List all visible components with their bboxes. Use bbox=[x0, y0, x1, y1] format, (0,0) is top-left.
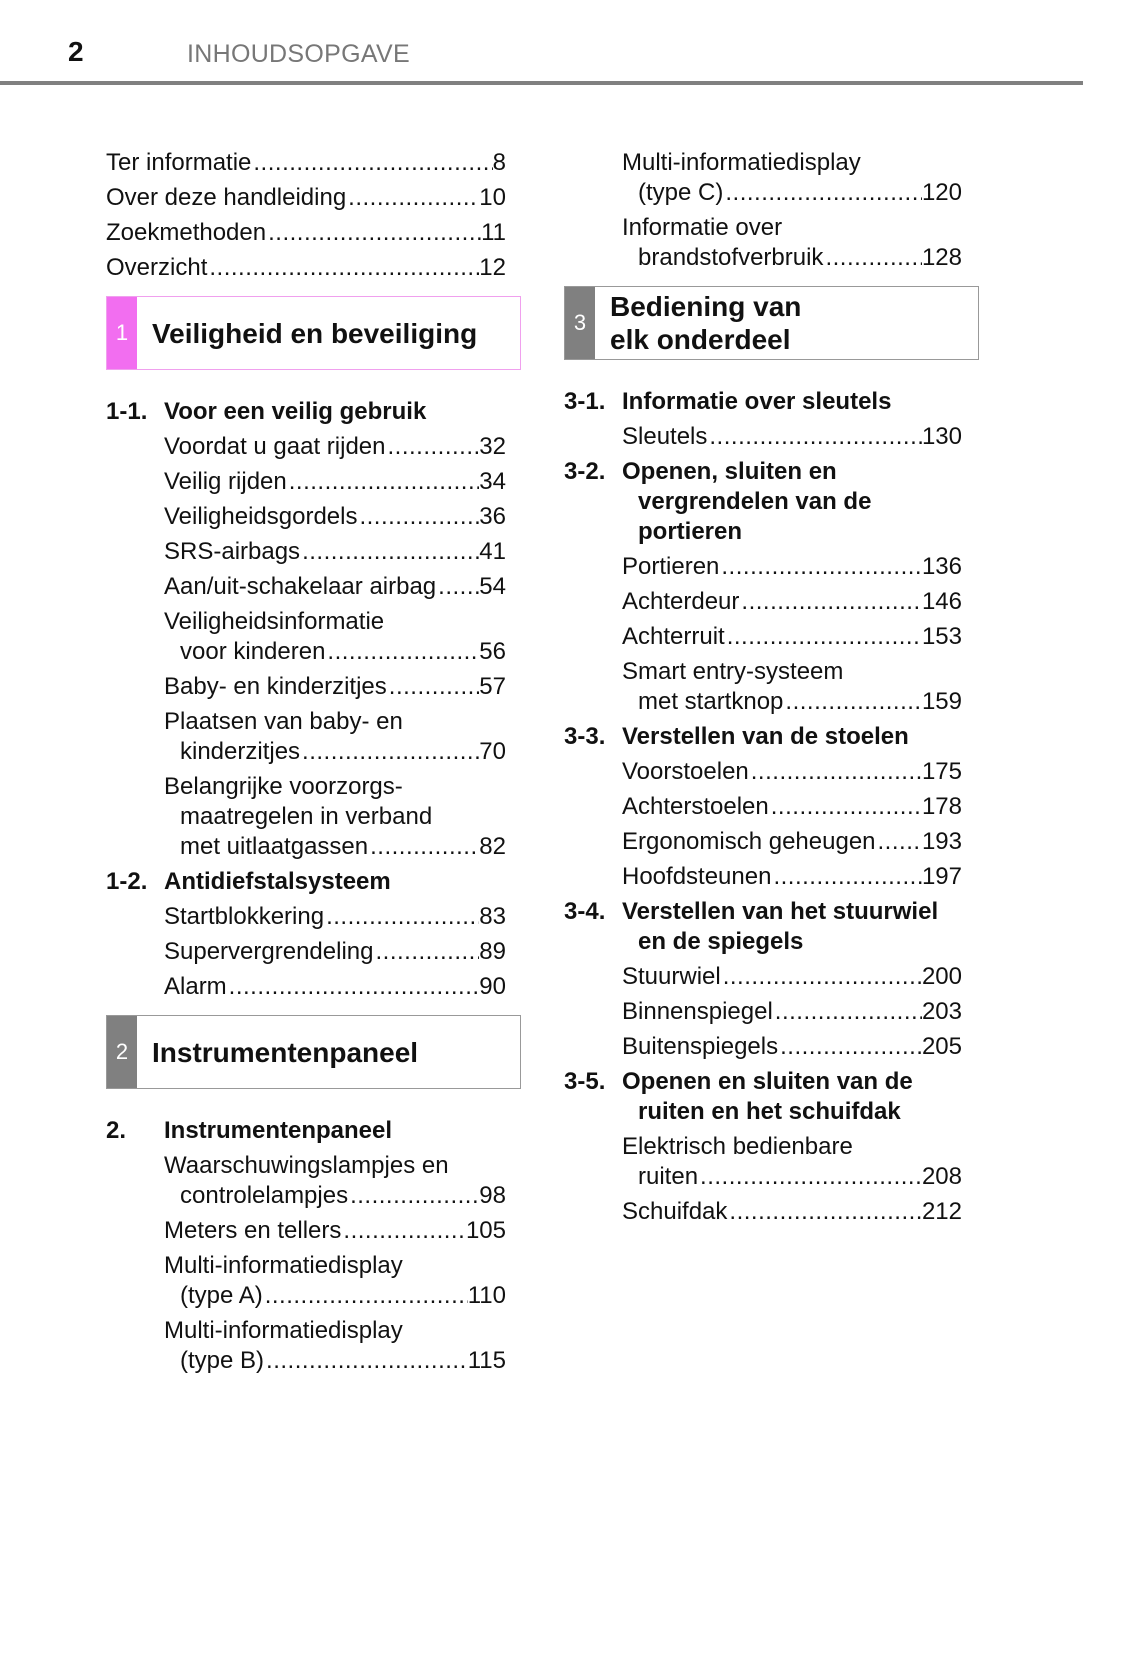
dot-leader bbox=[386, 432, 480, 462]
toc-entry[interactable] bbox=[564, 657, 962, 717]
section-heading-line bbox=[564, 517, 962, 547]
toc-entry[interactable] bbox=[106, 972, 506, 1002]
toc-page-number[interactable]: 89 bbox=[479, 938, 506, 965]
toc-entry[interactable] bbox=[106, 183, 506, 213]
toc-entry-line bbox=[106, 1251, 506, 1281]
toc-page-number[interactable]: 110 bbox=[467, 1282, 506, 1309]
toc-entry-label: Achterruit bbox=[622, 623, 725, 650]
toc-page-number[interactable]: 146 bbox=[921, 588, 962, 615]
section-heading[interactable] bbox=[564, 457, 962, 547]
dot-leader bbox=[357, 502, 479, 532]
section-heading-line bbox=[564, 387, 962, 417]
dot-leader bbox=[368, 832, 479, 862]
toc-entry-line bbox=[564, 962, 962, 992]
toc-entry-label: Multi-informatiedisplay bbox=[164, 1317, 403, 1344]
toc-page-number[interactable]: 128 bbox=[921, 244, 962, 271]
toc-entry-label: Voordat u gaat rijden bbox=[164, 433, 386, 460]
section-heading-line bbox=[564, 927, 962, 957]
toc-page-number[interactable]: 212 bbox=[921, 1198, 962, 1225]
toc-entry[interactable] bbox=[106, 707, 506, 767]
toc-entry-label: Aan/uit-schakelaar airbag bbox=[164, 573, 437, 600]
toc-entry[interactable] bbox=[564, 792, 962, 822]
dot-leader bbox=[823, 243, 922, 273]
section-title: ruiten en het schuifdak bbox=[638, 1098, 901, 1125]
section-number: 3-4. bbox=[564, 898, 606, 925]
toc-entry[interactable] bbox=[564, 587, 962, 617]
toc-entry-line bbox=[564, 657, 962, 687]
toc-entry-line bbox=[564, 178, 962, 208]
toc-entry[interactable] bbox=[106, 432, 506, 462]
toc-entry-label: Portieren bbox=[622, 553, 720, 580]
toc-entry-label: Supervergrendeling bbox=[164, 938, 374, 965]
toc-entry-line bbox=[106, 1281, 506, 1311]
section-heading[interactable] bbox=[564, 387, 962, 417]
toc-entry[interactable] bbox=[106, 902, 506, 932]
toc-entry-label: brandstofverbruik bbox=[638, 244, 824, 271]
toc-entry-label: Stuurwiel bbox=[622, 963, 721, 990]
toc-page-number[interactable]: 153 bbox=[921, 623, 962, 650]
chapter-title bbox=[137, 1016, 418, 1088]
toc-entry[interactable] bbox=[564, 213, 962, 273]
toc-entry-label: Baby- en kinderzitjes bbox=[164, 673, 387, 700]
toc-entry-label: Schuifdak bbox=[622, 1198, 728, 1225]
toc-entry[interactable] bbox=[106, 467, 506, 497]
toc-entry-label: Plaatsen van baby- en bbox=[164, 708, 403, 735]
toc-entry-line bbox=[564, 862, 962, 892]
chapter-title-line: Veiligheid en beveiliging bbox=[152, 317, 478, 349]
toc-entry-line bbox=[106, 1346, 506, 1376]
toc-entry-label: Ergonomisch geheugen bbox=[622, 828, 876, 855]
toc-entry-label: Meters en tellers bbox=[164, 1217, 342, 1244]
dot-leader bbox=[341, 1216, 466, 1246]
toc-entry[interactable] bbox=[106, 218, 506, 248]
section-number: 1-1. bbox=[106, 398, 148, 425]
toc-entry-label: Ter informatie bbox=[106, 149, 252, 176]
dot-leader bbox=[727, 1197, 922, 1227]
section-title: Openen en sluiten van de bbox=[622, 1068, 913, 1095]
toc-right-column bbox=[564, 148, 962, 1232]
toc-entry-line bbox=[106, 832, 506, 862]
section-number: 3-5. bbox=[564, 1068, 606, 1095]
toc-entry[interactable] bbox=[564, 622, 962, 652]
toc-entry[interactable] bbox=[564, 962, 962, 992]
toc-entry[interactable] bbox=[564, 757, 962, 787]
dot-leader bbox=[227, 972, 480, 1002]
toc-entry-line bbox=[106, 1316, 506, 1346]
dot-leader bbox=[373, 937, 479, 967]
toc-entry-line bbox=[564, 552, 962, 582]
toc-entry-label: Alarm bbox=[164, 973, 227, 1000]
toc-entry-line bbox=[564, 687, 962, 717]
toc-entry-label: Achterdeur bbox=[622, 588, 740, 615]
toc-entry-label: Waarschuwingslampjes en bbox=[164, 1152, 449, 1179]
section-heading-line bbox=[564, 897, 962, 927]
toc-page-number[interactable]: 36 bbox=[479, 503, 506, 530]
toc-entry-label: Over deze handleiding bbox=[106, 184, 347, 211]
toc-page-number[interactable]: 83 bbox=[479, 903, 506, 930]
toc-entry-label: (type C) bbox=[638, 179, 724, 206]
toc-entry[interactable] bbox=[106, 572, 506, 602]
chapter-header-1[interactable] bbox=[106, 296, 521, 370]
toc-entry[interactable] bbox=[106, 1251, 506, 1311]
toc-entry[interactable] bbox=[106, 937, 506, 967]
toc-entry-line bbox=[106, 432, 506, 462]
toc-entry-line bbox=[106, 707, 506, 737]
toc-entry-label: Smart entry-systeem bbox=[622, 658, 844, 685]
section-heading[interactable] bbox=[106, 397, 506, 427]
toc-entry[interactable] bbox=[564, 552, 962, 582]
dot-leader bbox=[719, 552, 922, 582]
section-number: 3-3. bbox=[564, 723, 606, 750]
toc-entry-label: maatregelen in verband bbox=[180, 803, 433, 830]
chapter-title-line: Instrumentenpaneel bbox=[152, 1036, 419, 1068]
toc-page-number[interactable]: 193 bbox=[921, 828, 962, 855]
toc-entry-label: met uitlaatgassen bbox=[180, 833, 369, 860]
toc-entry[interactable] bbox=[564, 1032, 962, 1062]
section-heading-line bbox=[564, 1097, 962, 1127]
toc-entry-line bbox=[564, 757, 962, 787]
dot-leader bbox=[739, 587, 922, 617]
section-heading[interactable] bbox=[564, 722, 962, 752]
toc-entry-line bbox=[106, 672, 506, 702]
toc-left-column bbox=[106, 148, 506, 1381]
toc-entry-line bbox=[106, 737, 506, 767]
toc-entry-line bbox=[106, 937, 506, 967]
toc-entry-line bbox=[564, 422, 962, 452]
chapter-title-line: Bediening van bbox=[610, 291, 802, 322]
section-title: Openen, sluiten en bbox=[622, 458, 837, 485]
section-title: Voor een veilig gebruik bbox=[164, 398, 427, 425]
toc-entry-line bbox=[564, 1197, 962, 1227]
toc-entry-line bbox=[564, 148, 962, 178]
toc-entry[interactable] bbox=[564, 422, 962, 452]
toc-entry[interactable] bbox=[106, 537, 506, 567]
toc-entry-label: SRS-airbags bbox=[164, 538, 301, 565]
toc-page-number[interactable]: 105 bbox=[465, 1217, 506, 1244]
toc-entry-line bbox=[106, 572, 506, 602]
section-heading-line bbox=[106, 1116, 506, 1146]
header-divider bbox=[0, 81, 1083, 85]
toc-entry-line bbox=[106, 772, 506, 802]
dot-leader bbox=[348, 1181, 479, 1211]
chapter-title bbox=[137, 297, 477, 369]
toc-entry-line bbox=[106, 1151, 506, 1181]
toc-entry[interactable] bbox=[106, 1216, 506, 1246]
dot-leader bbox=[207, 253, 479, 283]
dot-leader bbox=[325, 637, 479, 667]
toc-page-number[interactable]: 115 bbox=[467, 1347, 506, 1374]
toc-entry-line bbox=[106, 802, 506, 832]
toc-entry-line bbox=[564, 587, 962, 617]
chapter-title-line: elk onderdeel bbox=[610, 324, 791, 355]
toc-entry[interactable] bbox=[564, 148, 962, 208]
toc-entry-label: Veiligheidsgordels bbox=[164, 503, 358, 530]
toc-page-number[interactable]: 136 bbox=[921, 553, 962, 580]
toc-page-number[interactable]: 57 bbox=[479, 673, 506, 700]
toc-entry-label: kinderzitjes bbox=[180, 738, 301, 765]
section-heading[interactable] bbox=[106, 1116, 506, 1146]
toc-entry-line bbox=[106, 148, 506, 178]
dot-leader bbox=[251, 148, 492, 178]
section-number: 3-2. bbox=[564, 458, 606, 485]
toc-page-number[interactable]: 56 bbox=[479, 638, 506, 665]
toc-entry[interactable] bbox=[106, 672, 506, 702]
toc-entry-line bbox=[564, 213, 962, 243]
dot-leader bbox=[698, 1162, 922, 1192]
toc-entry-label: controlelampjes bbox=[180, 1182, 349, 1209]
toc-entry-line bbox=[106, 537, 506, 567]
dot-leader bbox=[771, 862, 922, 892]
toc-entry-label: Informatie over bbox=[622, 214, 783, 241]
toc-entry[interactable] bbox=[564, 862, 962, 892]
dot-leader bbox=[300, 537, 479, 567]
toc-page-number[interactable]: 200 bbox=[921, 963, 962, 990]
toc-entry-label: Multi-informatiedisplay bbox=[164, 1252, 403, 1279]
toc-entry[interactable] bbox=[106, 1316, 506, 1376]
dot-leader bbox=[346, 183, 479, 213]
toc-page-number[interactable]: 208 bbox=[921, 1163, 962, 1190]
dot-leader bbox=[773, 997, 922, 1027]
dot-leader bbox=[721, 962, 922, 992]
toc-entry-line bbox=[106, 902, 506, 932]
toc-page-number[interactable]: 159 bbox=[921, 688, 962, 715]
chapter-number: 3 bbox=[565, 287, 595, 359]
page-number: 2 bbox=[68, 36, 84, 67]
toc-entry-label: (type B) bbox=[180, 1347, 265, 1374]
toc-page-number[interactable]: 82 bbox=[479, 833, 506, 860]
toc-page-number[interactable]: 12 bbox=[479, 254, 506, 281]
dot-leader bbox=[778, 1032, 922, 1062]
section-heading-line bbox=[564, 722, 962, 752]
toc-entry-line bbox=[106, 972, 506, 1002]
toc-entry-line bbox=[564, 827, 962, 857]
toc-entry-line bbox=[106, 253, 506, 283]
section-heading-line bbox=[564, 457, 962, 487]
chapter-title bbox=[595, 287, 801, 359]
toc-page-number[interactable]: 70 bbox=[479, 738, 506, 765]
toc-entry-label: met startknop bbox=[638, 688, 784, 715]
chapter-header-2[interactable] bbox=[106, 1015, 521, 1089]
dot-leader bbox=[300, 737, 479, 767]
section-number: 2. bbox=[106, 1117, 127, 1144]
toc-entry-label: voor kinderen bbox=[180, 638, 326, 665]
chapter-number: 1 bbox=[107, 297, 137, 369]
toc-page-number[interactable]: 120 bbox=[921, 179, 962, 206]
toc-entry-label: Elektrisch bedienbare bbox=[622, 1133, 853, 1160]
section-heading[interactable] bbox=[106, 867, 506, 897]
dot-leader bbox=[707, 422, 922, 452]
toc-entry-line bbox=[106, 183, 506, 213]
section-heading-line bbox=[564, 487, 962, 517]
toc-page-number[interactable]: 8 bbox=[492, 149, 506, 176]
toc-page-number[interactable]: 98 bbox=[479, 1182, 506, 1209]
dot-leader bbox=[749, 757, 922, 787]
section-title: vergrendelen van de bbox=[638, 488, 872, 515]
toc-entry-label: Buitenspiegels bbox=[622, 1033, 779, 1060]
toc-entry[interactable] bbox=[106, 253, 506, 283]
toc-page-number[interactable]: 32 bbox=[479, 433, 506, 460]
toc-entry-label: (type A) bbox=[180, 1282, 263, 1309]
section-heading-line bbox=[106, 867, 506, 897]
toc-entry-label: Belangrijke voorzorgs- bbox=[164, 773, 403, 800]
toc-entry[interactable] bbox=[106, 1151, 506, 1211]
toc-page-number[interactable]: 10 bbox=[479, 184, 506, 211]
toc-entry-label: Sleutels bbox=[622, 423, 708, 450]
toc-entry-line bbox=[106, 502, 506, 532]
toc-entry-label: Voorstoelen bbox=[622, 758, 749, 785]
toc-entry-line bbox=[564, 792, 962, 822]
section-heading-line bbox=[564, 1067, 962, 1097]
chapter-header-3[interactable] bbox=[564, 286, 979, 360]
section-title: Instrumentenpaneel bbox=[164, 1117, 393, 1144]
dot-leader bbox=[723, 178, 922, 208]
toc-entry[interactable] bbox=[106, 502, 506, 532]
toc-entry-label: Veilig rijden bbox=[164, 468, 287, 495]
section-title: Verstellen van de stoelen bbox=[622, 723, 909, 750]
toc-page-number[interactable]: 90 bbox=[479, 973, 506, 1000]
toc-page-number[interactable]: 178 bbox=[921, 793, 962, 820]
section-title: Informatie over sleutels bbox=[622, 388, 892, 415]
toc-entry-line bbox=[564, 622, 962, 652]
toc-entry-label: Multi-informatiedisplay bbox=[622, 149, 861, 176]
toc-entry-line bbox=[106, 637, 506, 667]
toc-entry-line bbox=[106, 218, 506, 248]
toc-page-number[interactable]: 197 bbox=[921, 863, 962, 890]
toc-entry-line bbox=[106, 1216, 506, 1246]
toc-entry-line bbox=[564, 1032, 962, 1062]
page-title: INHOUDSOPGAVE bbox=[187, 40, 410, 68]
toc-entry-line bbox=[106, 1181, 506, 1211]
toc-entry[interactable] bbox=[564, 1132, 962, 1192]
toc-entry-line bbox=[564, 243, 962, 273]
toc-entry-line bbox=[106, 607, 506, 637]
toc-entry[interactable] bbox=[564, 997, 962, 1027]
toc-entry-label: Binnenspiegel bbox=[622, 998, 773, 1025]
toc-page-number[interactable]: 203 bbox=[921, 998, 962, 1025]
toc-page-number[interactable]: 54 bbox=[479, 573, 506, 600]
dot-leader bbox=[436, 572, 479, 602]
dot-leader bbox=[266, 218, 481, 248]
section-title: Antidiefstalsysteem bbox=[164, 868, 391, 895]
dot-leader bbox=[783, 687, 922, 717]
toc-entry[interactable] bbox=[564, 1197, 962, 1227]
toc-entry[interactable] bbox=[106, 148, 506, 178]
dot-leader bbox=[725, 622, 922, 652]
section-heading[interactable] bbox=[564, 897, 962, 957]
section-title: en de spiegels bbox=[638, 928, 804, 955]
toc-page-number[interactable]: 130 bbox=[921, 423, 962, 450]
section-heading-line bbox=[106, 397, 506, 427]
toc-entry-label: Achterstoelen bbox=[622, 793, 769, 820]
toc-page-number[interactable]: 41 bbox=[479, 538, 506, 565]
section-number: 3-1. bbox=[564, 388, 606, 415]
toc-entry[interactable] bbox=[564, 827, 962, 857]
dot-leader bbox=[324, 902, 479, 932]
dot-leader bbox=[287, 467, 480, 497]
dot-leader bbox=[264, 1346, 468, 1376]
toc-entry-label: Veiligheidsinformatie bbox=[164, 608, 385, 635]
section-heading[interactable] bbox=[564, 1067, 962, 1127]
toc-page-number[interactable]: 11 bbox=[481, 219, 506, 246]
toc-entry-label: Overzicht bbox=[106, 254, 208, 281]
toc-entry-label: Zoekmethoden bbox=[106, 219, 267, 246]
dot-leader bbox=[876, 827, 922, 857]
toc-entry[interactable] bbox=[106, 607, 506, 667]
section-number: 1-2. bbox=[106, 868, 148, 895]
toc-page-number[interactable]: 175 bbox=[921, 758, 962, 785]
toc-entry[interactable] bbox=[106, 772, 506, 862]
toc-entry-line bbox=[564, 1162, 962, 1192]
toc-page-number[interactable]: 205 bbox=[921, 1033, 962, 1060]
toc-entry-label: ruiten bbox=[638, 1163, 699, 1190]
section-title: portieren bbox=[638, 518, 743, 545]
dot-leader bbox=[263, 1281, 468, 1311]
section-title: Verstellen van het stuurwiel bbox=[622, 898, 939, 925]
toc-entry-line bbox=[564, 1132, 962, 1162]
toc-entry-line bbox=[106, 467, 506, 497]
toc-entry-label: Startblokkering bbox=[164, 903, 325, 930]
chapter-number: 2 bbox=[107, 1016, 137, 1088]
toc-entry-label: Hoofdsteunen bbox=[622, 863, 772, 890]
toc-entry-line bbox=[564, 997, 962, 1027]
toc-page-number[interactable]: 34 bbox=[479, 468, 506, 495]
dot-leader bbox=[387, 672, 480, 702]
dot-leader bbox=[769, 792, 922, 822]
